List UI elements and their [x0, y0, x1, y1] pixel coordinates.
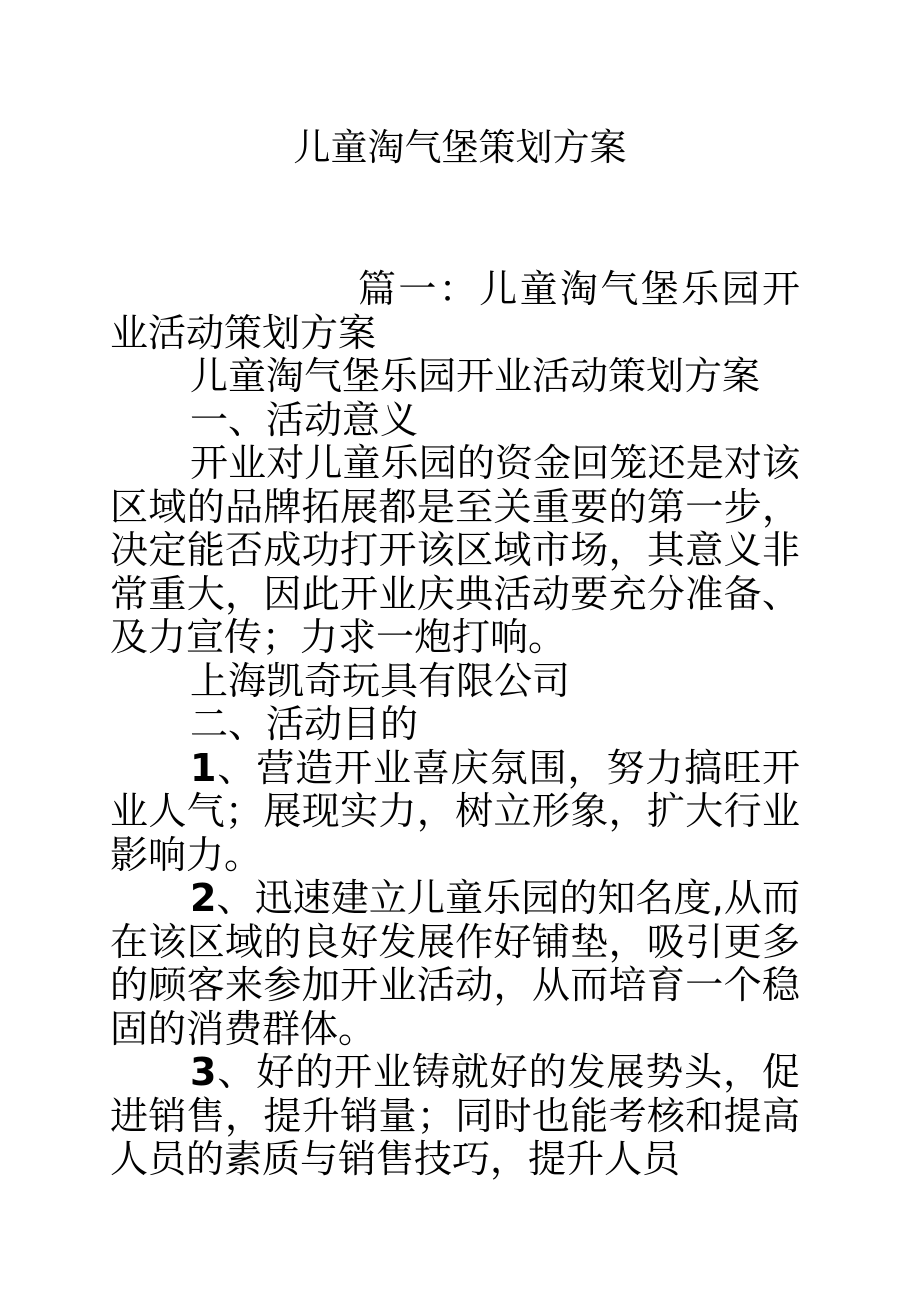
- item-text: 、迅速建立儿童乐园的知名度,从而在该区域的良好发展作好铺垫，吸引更多的顾客来参加开业活动，从而培育一个稳固的消费群体。: [110, 876, 800, 1051]
- part1-paragraph: 开业对儿童乐园的资金回笼还是对该区域的品牌拓展都是至关重要的第一步，决定能否成功打开该区域市场，其意义非常重大，因此开业庆典活动要充分准备、及力宣传；力求一炮打响。: [110, 441, 800, 659]
- list-item: [110, 1051, 800, 1182]
- subtitle: 儿童淘气堡乐园开业活动策划方案: [190, 354, 761, 398]
- item-number: 1: [190, 745, 217, 790]
- part2-heading: 二、活动目的: [190, 702, 419, 746]
- item-text: 、好的开业铸就好的发展势头，促进销售，提升销量；同时也能考核和提高人员的素质与销售技巧，提升人员: [110, 1050, 800, 1181]
- company-name: 上海凯奇玩具有限公司: [190, 658, 571, 703]
- item-text: 、营造开业喜庆氛围，努力搞旺开业人气；展现实力，树立形象，扩大行业影响力。: [110, 745, 800, 877]
- section-heading: 篇一：儿童淘气堡乐园开业活动策划方案: [110, 267, 800, 355]
- item-number: 3: [190, 1050, 217, 1094]
- document-title: 儿童淘气堡策划方案: [293, 126, 627, 169]
- list-item: [110, 877, 800, 1051]
- part1-heading: 一、活动意义: [190, 397, 419, 442]
- document-body: [110, 268, 800, 1182]
- list-item: [110, 747, 800, 878]
- item-number: 2: [190, 876, 217, 920]
